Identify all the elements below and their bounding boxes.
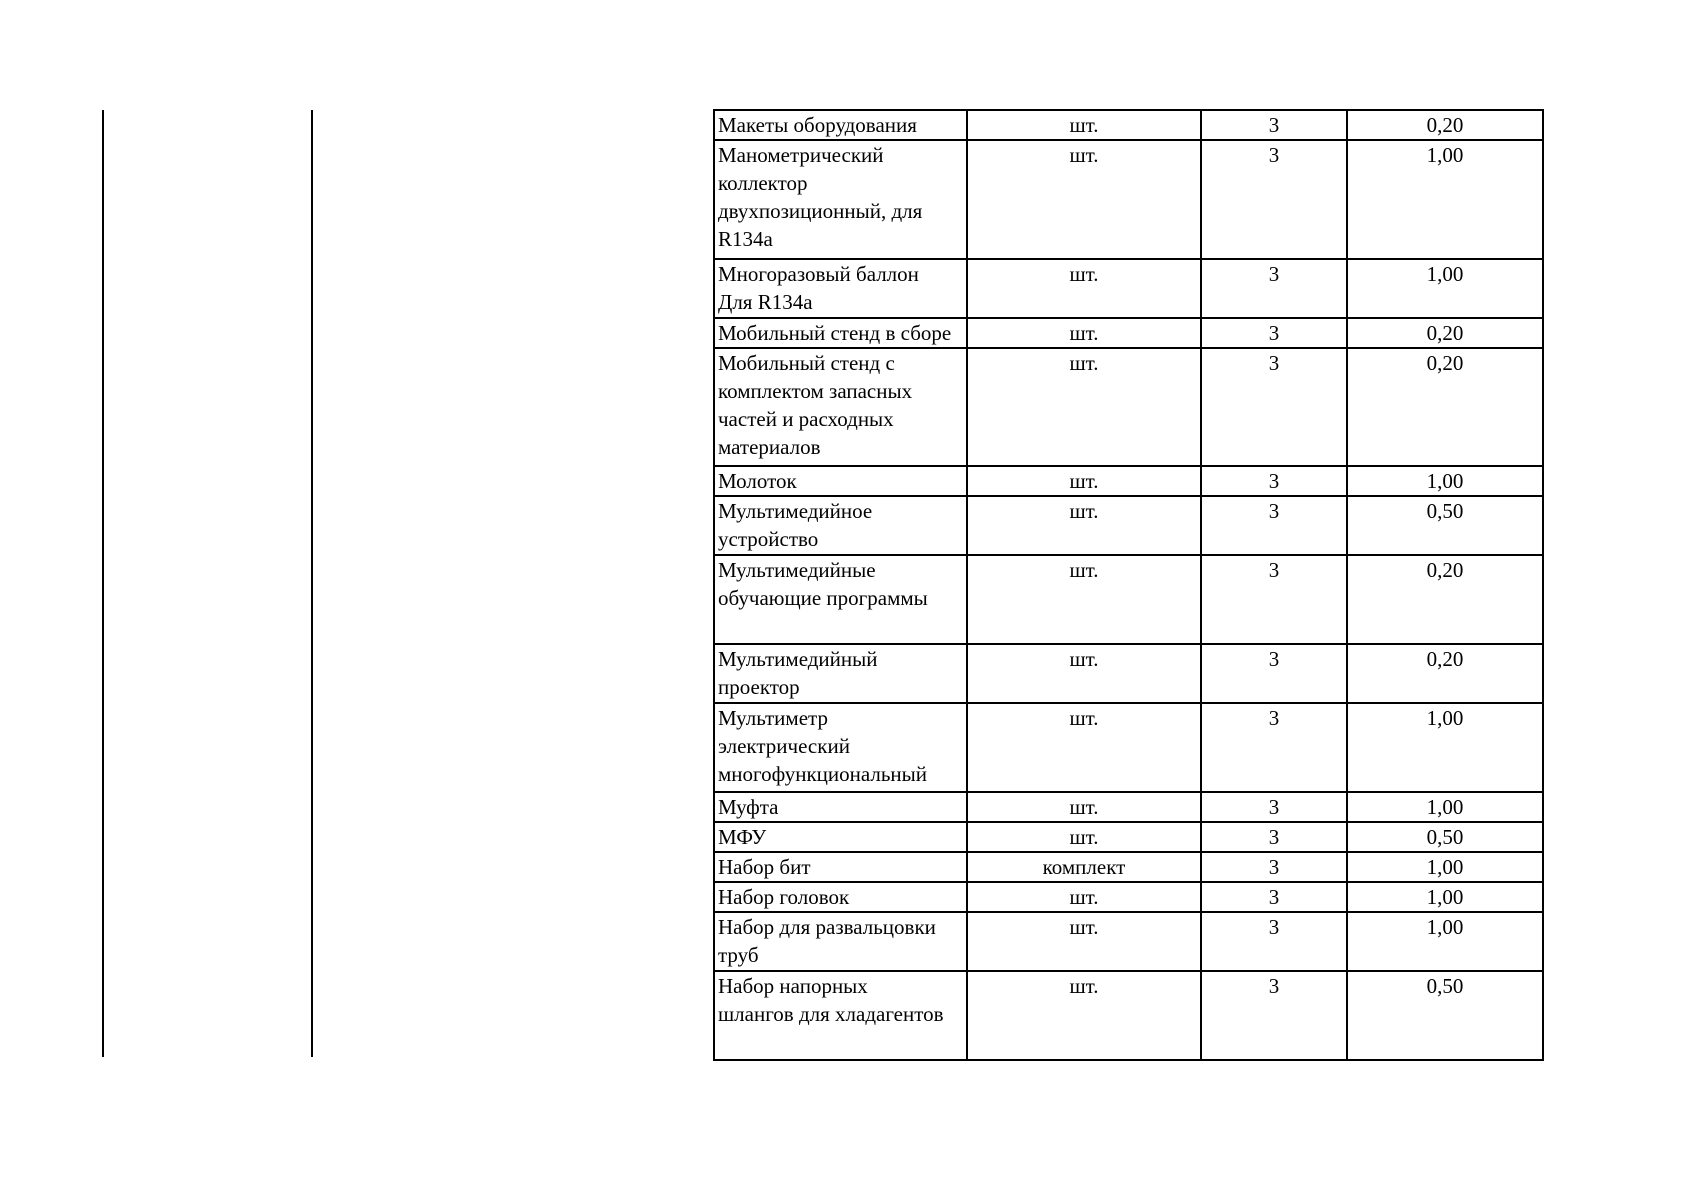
unit-cell: шт.: [967, 822, 1201, 852]
table-row: [714, 466, 1543, 496]
table-row: [714, 318, 1543, 348]
table-row: [714, 555, 1543, 644]
quantity-cell: 3: [1201, 496, 1347, 555]
coefficient-cell: 1,00: [1347, 912, 1543, 971]
unit-cell: шт.: [967, 466, 1201, 496]
unit-cell: шт.: [967, 140, 1201, 259]
quantity-cell: 3: [1201, 140, 1347, 259]
table-row: [714, 259, 1543, 318]
coefficient-cell: 0,20: [1347, 644, 1543, 703]
unit-cell: шт.: [967, 496, 1201, 555]
unit-cell: шт.: [967, 644, 1201, 703]
quantity-cell: 3: [1201, 703, 1347, 792]
coefficient-cell: 1,00: [1347, 792, 1543, 822]
table-row: [714, 822, 1543, 852]
item-name-cell: Муфта: [714, 792, 967, 822]
coefficient-cell: 0,50: [1347, 971, 1543, 1060]
table-row: [714, 852, 1543, 882]
unit-cell: шт.: [967, 882, 1201, 912]
unit-cell: шт.: [967, 318, 1201, 348]
quantity-cell: 3: [1201, 912, 1347, 971]
table-row: [714, 110, 1543, 140]
table-row: [714, 792, 1543, 822]
second-column-border-line: [311, 110, 313, 1057]
table-row: [714, 703, 1543, 792]
coefficient-cell: 0,50: [1347, 822, 1543, 852]
unit-cell: комплект: [967, 852, 1201, 882]
item-name-cell: Макеты оборудования: [714, 110, 967, 140]
table-row: [714, 644, 1543, 703]
item-name-cell: МФУ: [714, 822, 967, 852]
item-name-cell: Многоразовый баллон Для R134a: [714, 259, 967, 318]
unit-cell: шт.: [967, 110, 1201, 140]
quantity-cell: 3: [1201, 110, 1347, 140]
unit-cell: шт.: [967, 259, 1201, 318]
coefficient-cell: 0,20: [1347, 318, 1543, 348]
unit-cell: шт.: [967, 703, 1201, 792]
coefficient-cell: 1,00: [1347, 882, 1543, 912]
equipment-table: [713, 109, 1544, 1061]
coefficient-cell: 1,00: [1347, 852, 1543, 882]
item-name-cell: Мультиметр электрический многофункциональный: [714, 703, 967, 792]
quantity-cell: 3: [1201, 971, 1347, 1060]
coefficient-cell: 1,00: [1347, 466, 1543, 496]
unit-cell: шт.: [967, 348, 1201, 466]
quantity-cell: 3: [1201, 822, 1347, 852]
quantity-cell: 3: [1201, 882, 1347, 912]
left-column-border-line: [102, 110, 104, 1057]
item-name-cell: Набор бит: [714, 852, 967, 882]
quantity-cell: 3: [1201, 852, 1347, 882]
unit-cell: шт.: [967, 912, 1201, 971]
item-name-cell: Молоток: [714, 466, 967, 496]
table-row: [714, 971, 1543, 1060]
quantity-cell: 3: [1201, 318, 1347, 348]
item-name-cell: Манометрический коллектор двухпозиционный, для R134a: [714, 140, 967, 259]
quantity-cell: 3: [1201, 466, 1347, 496]
coefficient-cell: 0,50: [1347, 496, 1543, 555]
table-row: [714, 496, 1543, 555]
coefficient-cell: 1,00: [1347, 259, 1543, 318]
quantity-cell: 3: [1201, 555, 1347, 644]
coefficient-cell: 1,00: [1347, 703, 1543, 792]
item-name-cell: Мультимедийное устройство: [714, 496, 967, 555]
unit-cell: шт.: [967, 792, 1201, 822]
coefficient-cell: 0,20: [1347, 110, 1543, 140]
coefficient-cell: 0,20: [1347, 348, 1543, 466]
item-name-cell: Мультимедийные обучающие программы: [714, 555, 967, 644]
table-row: [714, 882, 1543, 912]
item-name-cell: Мобильный стенд с комплектом запасных частей и расходных материалов: [714, 348, 967, 466]
coefficient-cell: 1,00: [1347, 140, 1543, 259]
item-name-cell: Мультимедийный проектор: [714, 644, 967, 703]
coefficient-cell: 0,20: [1347, 555, 1543, 644]
unit-cell: шт.: [967, 971, 1201, 1060]
quantity-cell: 3: [1201, 348, 1347, 466]
table-row: [714, 140, 1543, 259]
item-name-cell: Мобильный стенд в сборе: [714, 318, 967, 348]
quantity-cell: 3: [1201, 644, 1347, 703]
item-name-cell: Набор головок: [714, 882, 967, 912]
table-row: [714, 348, 1543, 466]
item-name-cell: Набор напорных шлангов для хладагентов: [714, 971, 967, 1060]
equipment-table-body: [714, 110, 1543, 1060]
quantity-cell: 3: [1201, 792, 1347, 822]
item-name-cell: Набор для развальцовки труб: [714, 912, 967, 971]
table-row: [714, 912, 1543, 971]
unit-cell: шт.: [967, 555, 1201, 644]
quantity-cell: 3: [1201, 259, 1347, 318]
